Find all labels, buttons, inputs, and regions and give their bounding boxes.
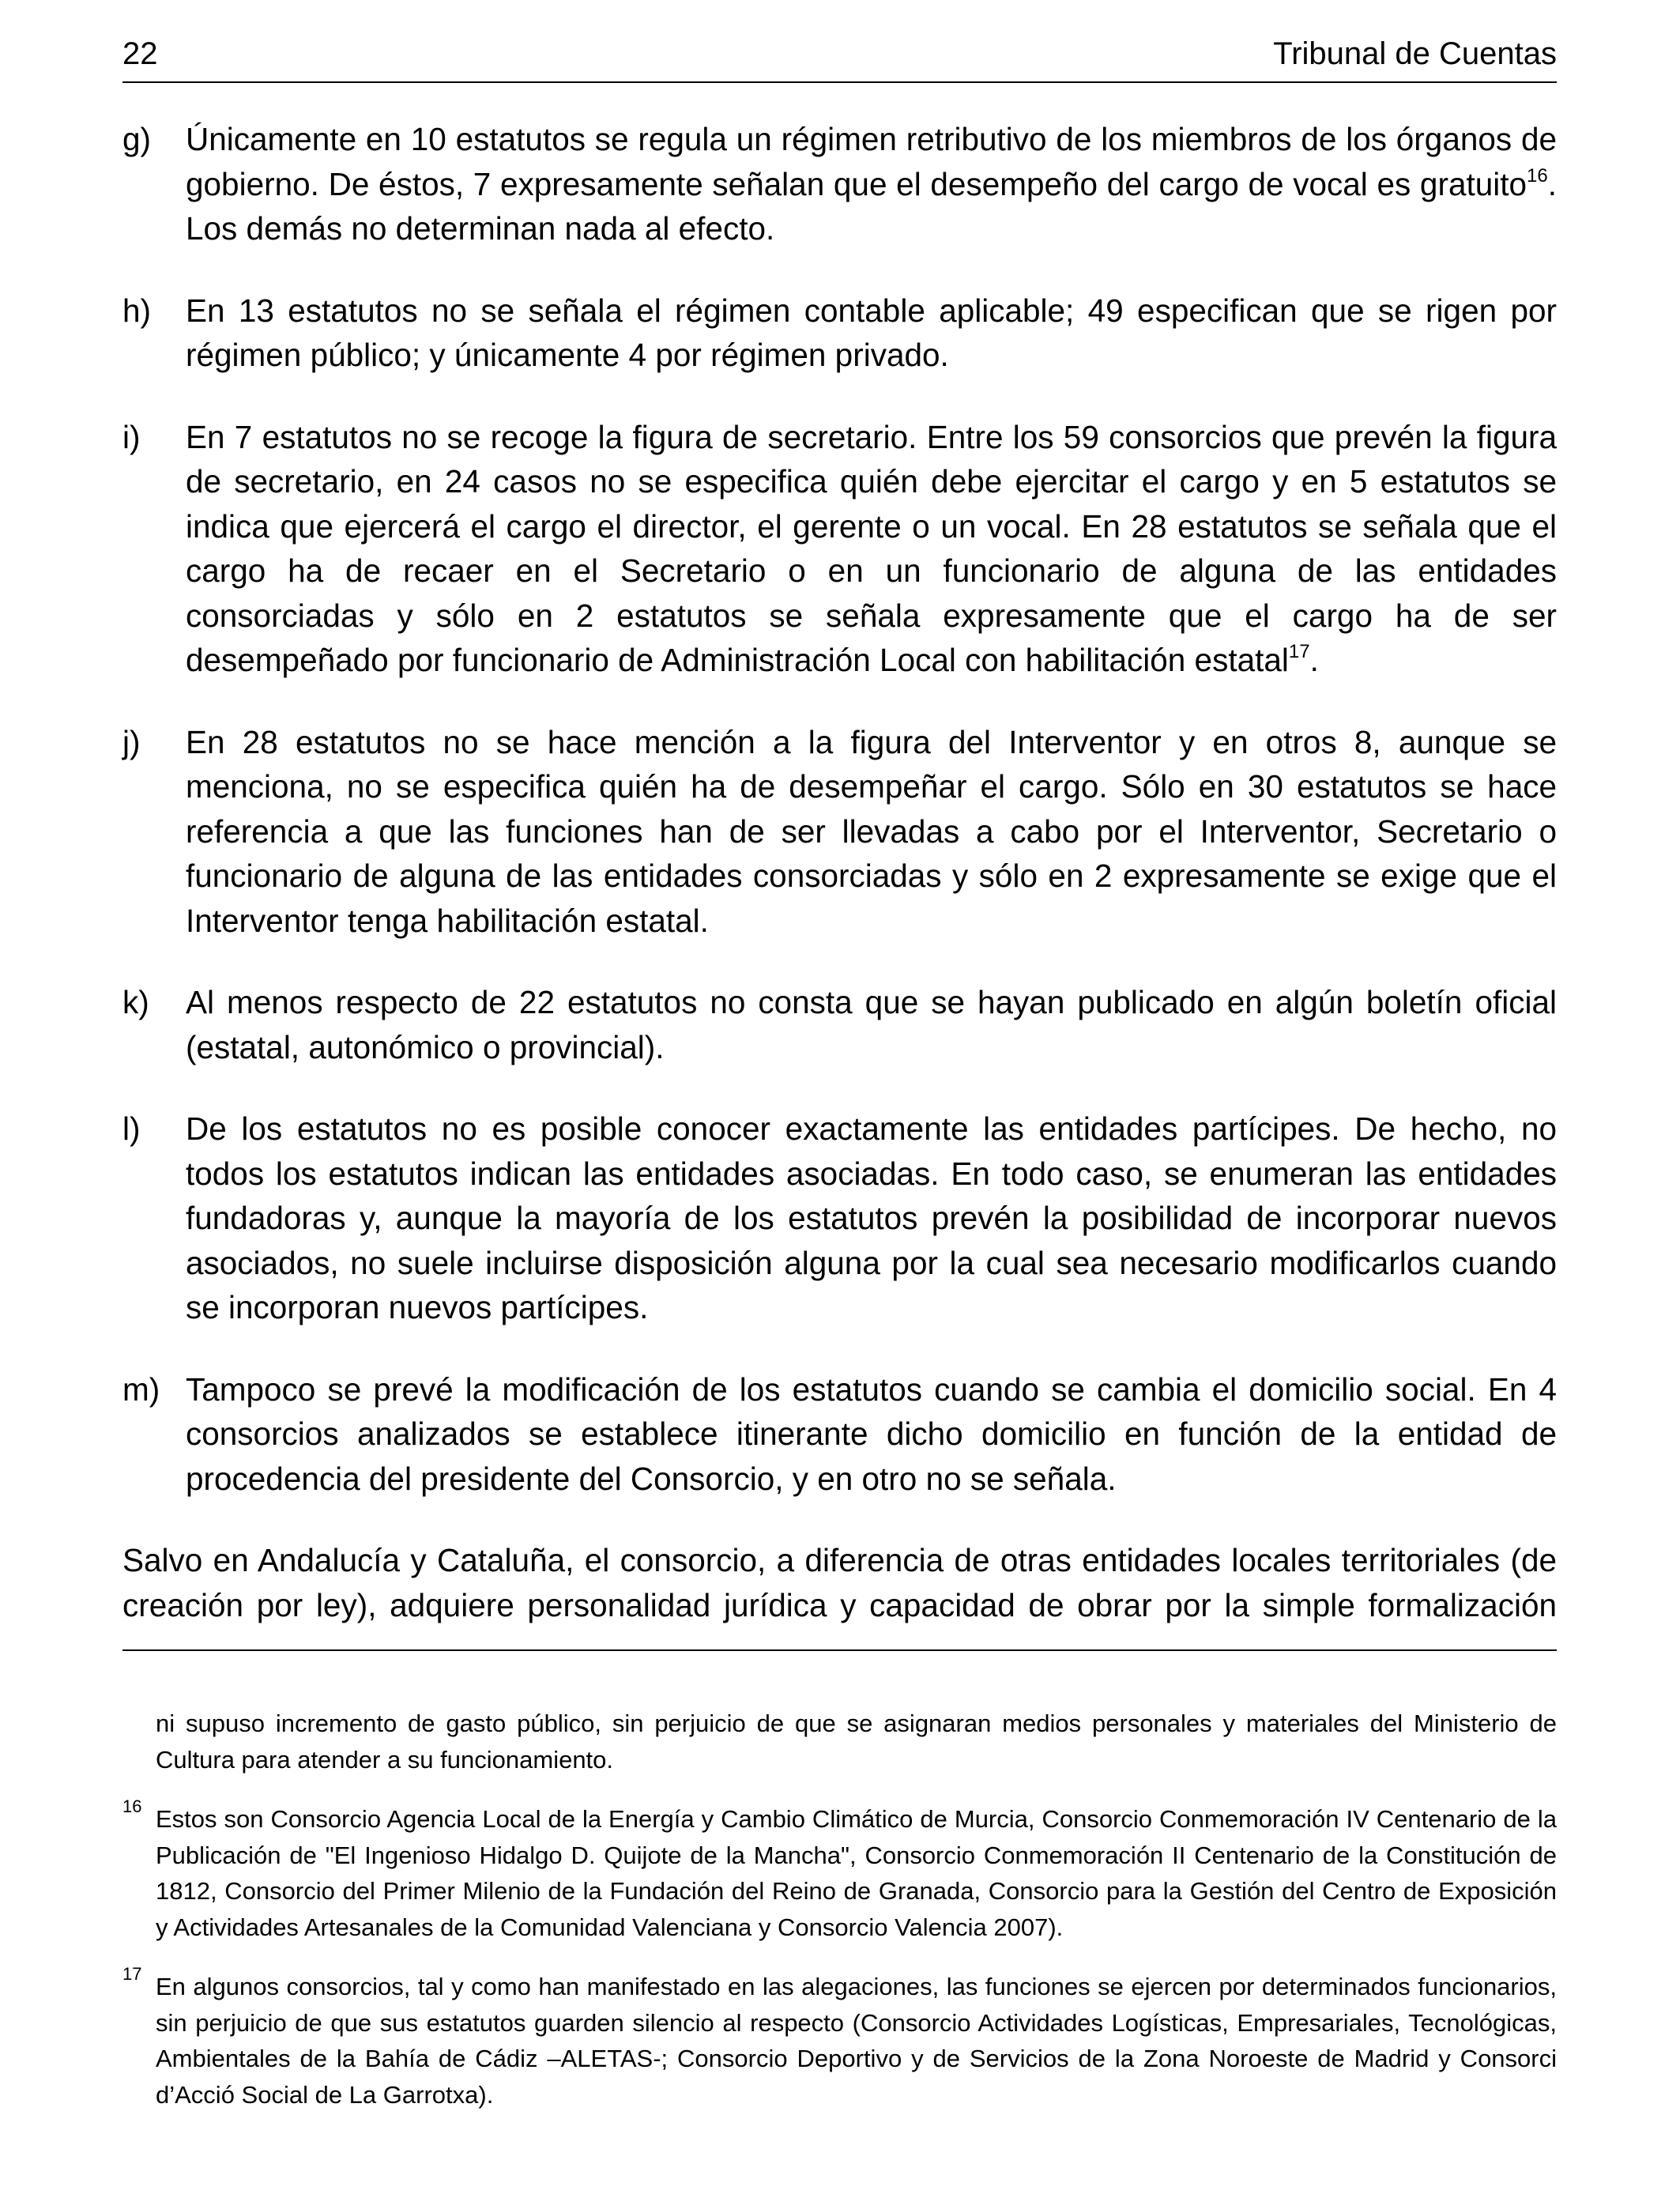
list-marker: m) (122, 1370, 160, 1408)
footnote-mark: 17 (122, 1964, 142, 1984)
footnote-text: En algunos consorcios, tal y como han manifestado en las alegaciones, las funciones se ejercen por determinados funcionarios, sin perjuicio de que sus estatutos guarden silencio al respecto (Consorcio Actividades Logísticas, Empresariales, Tecnológicas, Ambientales de la Bahía de Cádiz –ALETAS-; Consorcio Deportivo y de Servicios de la Zona Noroeste de Madrid y Consorci d’Acció Social de La Garrotxa). (156, 1973, 1557, 2109)
list-item-text: Tampoco se prevé la modificación de los estatutos cuando se cambia el domicilio social. En 4 consorcios analizados se establece itinerante dicho domicilio en función de la entidad de procedencia del presidente del Consorcio, y en otro no se señala. (186, 1370, 1557, 1497)
list-item-text: En 7 estatutos no se recoge la figura de secretario. Entre los 59 consorcios que prevén la figura de secretario, en 24 casos no se especifica quién debe ejercitar el cargo y en 5 estatutos se indica que ejercerá el cargo el director, el gerente o un vocal. En 28 estatutos se señala que el cargo ha de recaer en el Secretario o en un funcionario de alguna de las entidades consorciadas y sólo en 2 estatutos se señala expresamente que el cargo ha de ser desempeñado por funcionario de Administración Local con habilitación estatal (186, 418, 1557, 678)
list-marker: i) (122, 418, 141, 455)
footnote-text: Estos son Consorcio Agencia Local de la Energía y Cambio Climático de Murcia, Consorcio Conmemoración IV Centenario de la Publicación de "El Ingenioso Hidalgo D. Quijote de la Mancha", Consorcio Conmemoración II Centenario de la Constitución de 1812, Consorcio del Primer Milenio de la Fundación del Reino de Granada, Consorcio para la Gestión del Centro de Exposición y Actividades Artesanales de la Comunidad Valenciana y Consorcio Valencia 2007). (156, 1805, 1557, 1941)
footnote-continuation (122, 1706, 1557, 1777)
footnote-reference-17[interactable]: 17 (1288, 641, 1310, 662)
list-item-text: Al menos respecto de 22 estatutos no consta que se hayan publicado en algún boletín oficial (estatal, autonómico o provincial). (186, 984, 1557, 1065)
list-item-k (122, 980, 1557, 1069)
list-item-text: En 13 estatutos no se señala el régimen contable aplicable; 49 especifican que se rigen por régimen público; y únicamente 4 por régimen privado. (186, 292, 1557, 373)
footnote-text: ni supuso incremento de gasto público, sin perjuicio de que se asignaran medios personales y materiales del Ministerio de Cultura para atender a su funcionamiento. (156, 1710, 1557, 1774)
list-marker: k) (122, 984, 149, 1020)
page-header (122, 33, 1557, 74)
list-item-text-tail: . Los demás no determinan nada al efecto. (186, 165, 1557, 247)
list-marker: h) (122, 292, 152, 329)
footnote-17 (122, 1964, 1557, 2113)
list-item-text-tail: . (1309, 642, 1319, 678)
list-item-text: De los estatutos no es posible conocer exactamente las entidades partícipes. De hecho, no todos los estatutos indican las entidades asociadas. En todo caso, se enumeran las entidades fundadoras y, aunque la mayoría de los estatutos prevén la posibilidad de incorporar nuevos asociados, no suele incluirse disposición alguna por la cual sea necesario modificarlos cuando se incorporan nuevos partícipes. (186, 1110, 1557, 1325)
footnote-16 (122, 1796, 1557, 1945)
list-marker: g) (122, 121, 152, 157)
main-body (122, 117, 1557, 1627)
list-marker: j) (122, 723, 141, 760)
header-rule (122, 81, 1557, 83)
list-item-l (122, 1106, 1557, 1330)
list-item-text: Únicamente en 10 estatutos se regula un régimen retributivo de los miembros de los órganos de gobierno. De éstos, 7 expresamente señalan que el desempeño del cargo de vocal es gratuito (186, 121, 1557, 202)
page-number: 22 (122, 36, 158, 71)
closing-paragraph: Salvo en Andalucía y Cataluña, el consorcio, a diferencia de otras entidades locales territoriales (de creación por ley), adquiere personalidad jurídica y capacidad de obrar por la simple formalización (122, 1542, 1557, 1623)
list-item-h (122, 288, 1557, 378)
list-item-text: En 28 estatutos no se hace mención a la figura del Interventor y en otros 8, aunque se menciona, no se especifica quién ha de desempeñar el cargo. Sólo en 30 estatutos se hace referencia a que las funciones han de ser llevadas a cabo por el Interventor, Secretario o funcionario de alguna de las entidades consorciadas y sólo en 2 expresamente se exige que el Interventor tenga habilitación estatal. (186, 723, 1557, 939)
footnote-reference-16[interactable]: 16 (1527, 164, 1548, 187)
list-item-m (122, 1367, 1557, 1502)
footnotes-section (122, 1706, 1557, 2136)
list-item-j (122, 720, 1557, 944)
running-title: Tribunal de Cuentas (1273, 36, 1557, 71)
list-item-i (122, 415, 1557, 683)
footnote-separator (122, 1649, 1557, 1651)
footnote-mark: 16 (122, 1796, 142, 1816)
list-item-g (122, 117, 1557, 251)
list-marker: l) (122, 1110, 141, 1147)
